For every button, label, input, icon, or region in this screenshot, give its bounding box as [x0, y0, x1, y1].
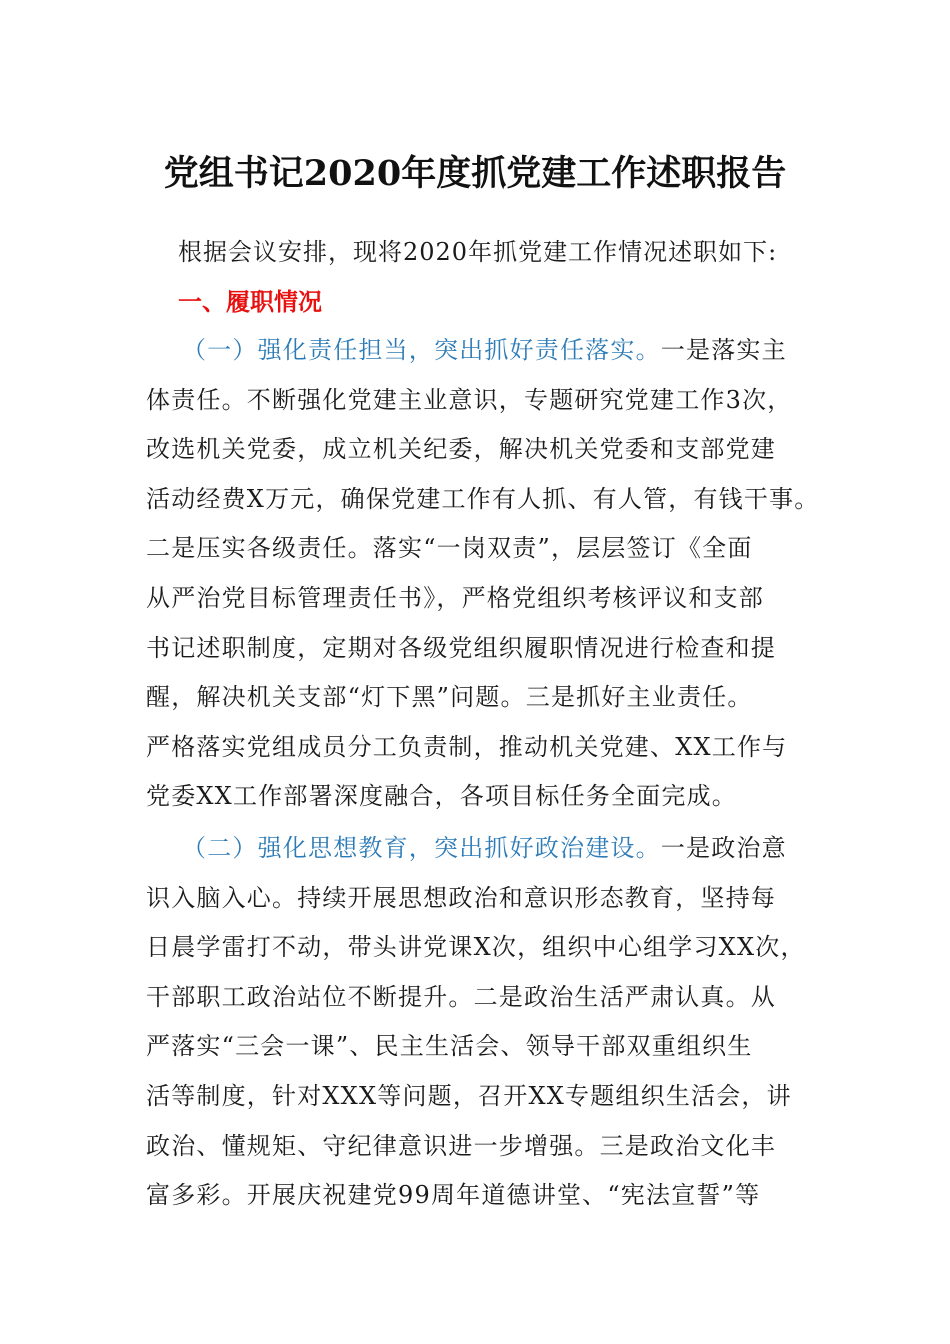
paragraph-line: 活等制度，针对XXX等问题，召开XX专题组织生活会，讲: [146, 1081, 792, 1110]
paragraph-line: [146, 326, 818, 376]
paragraph-line: 二是压实各级责任。落实“一岗双责”，层层签订《全面: [146, 534, 753, 563]
paragraph-line: 改选机关党委，成立机关纪委，解决机关党委和支部党建: [146, 435, 776, 464]
paragraph-line: 严格落实党组成员分工负责制，推动机关党建、XX工作与: [146, 732, 788, 761]
paragraph-political-building: [146, 824, 818, 1221]
paragraph-line: 严落实“三会一课”、民主生活会、领导干部双重组织生: [146, 1032, 753, 1061]
paragraph-line: 日晨学雷打不动，带头讲党课X次，组织中心组学习XX次，: [146, 933, 806, 962]
paragraph-line: 党委XX工作部署深度融合，各项目标任务全面完成。: [146, 782, 737, 811]
paragraph-line: 政治、懂规矩、守纪律意识进一步增强。三是政治文化丰: [146, 1131, 776, 1160]
paragraph-line: 体责任。不断强化党建主业意识，专题研究党建工作3次，: [146, 385, 793, 414]
paragraph-line: 从严治党目标管理责任书》，严格党组织考核评议和支部: [146, 583, 764, 612]
paragraph-line: 醒，解决机关支部“灯下黑”问题。三是抓好主业责任。: [146, 683, 753, 712]
paragraph-responsibility: [146, 326, 818, 822]
paragraph-line: 书记述职制度，定期对各级党组织履职情况进行检查和提: [146, 633, 776, 662]
paragraph-subhead: （二）强化思想教育，突出抓好政治建设。: [182, 834, 661, 862]
paragraph-subhead: （一）强化责任担当，突出抓好责任落实。: [182, 336, 661, 364]
paragraph-line: 干部职工政治站位不断提升。二是政治生活严肃认真。从: [146, 982, 776, 1011]
document-title: 党组书记2020年度抓党建工作述职报告: [163, 153, 787, 194]
paragraph-text: 一是落实主: [660, 336, 787, 364]
paragraph-line: 识入脑入心。持续开展思想政治和意识形态教育，坚持每: [146, 883, 776, 912]
paragraph-line: 活动经费X万元，确保党建工作有人抓、有人管，有钱干事。: [146, 484, 820, 513]
paragraph-line: 富多彩。开展庆祝建党99周年道德讲堂、“宪法宣誓”等: [146, 1181, 761, 1210]
section-heading-performance: 一、履职情况: [178, 288, 322, 316]
paragraph-line: [146, 824, 818, 874]
intro-paragraph: 根据会议安排，现将2020年抓党建工作情况述职如下:: [178, 238, 778, 266]
paragraph-text: 一是政治意: [660, 834, 787, 862]
